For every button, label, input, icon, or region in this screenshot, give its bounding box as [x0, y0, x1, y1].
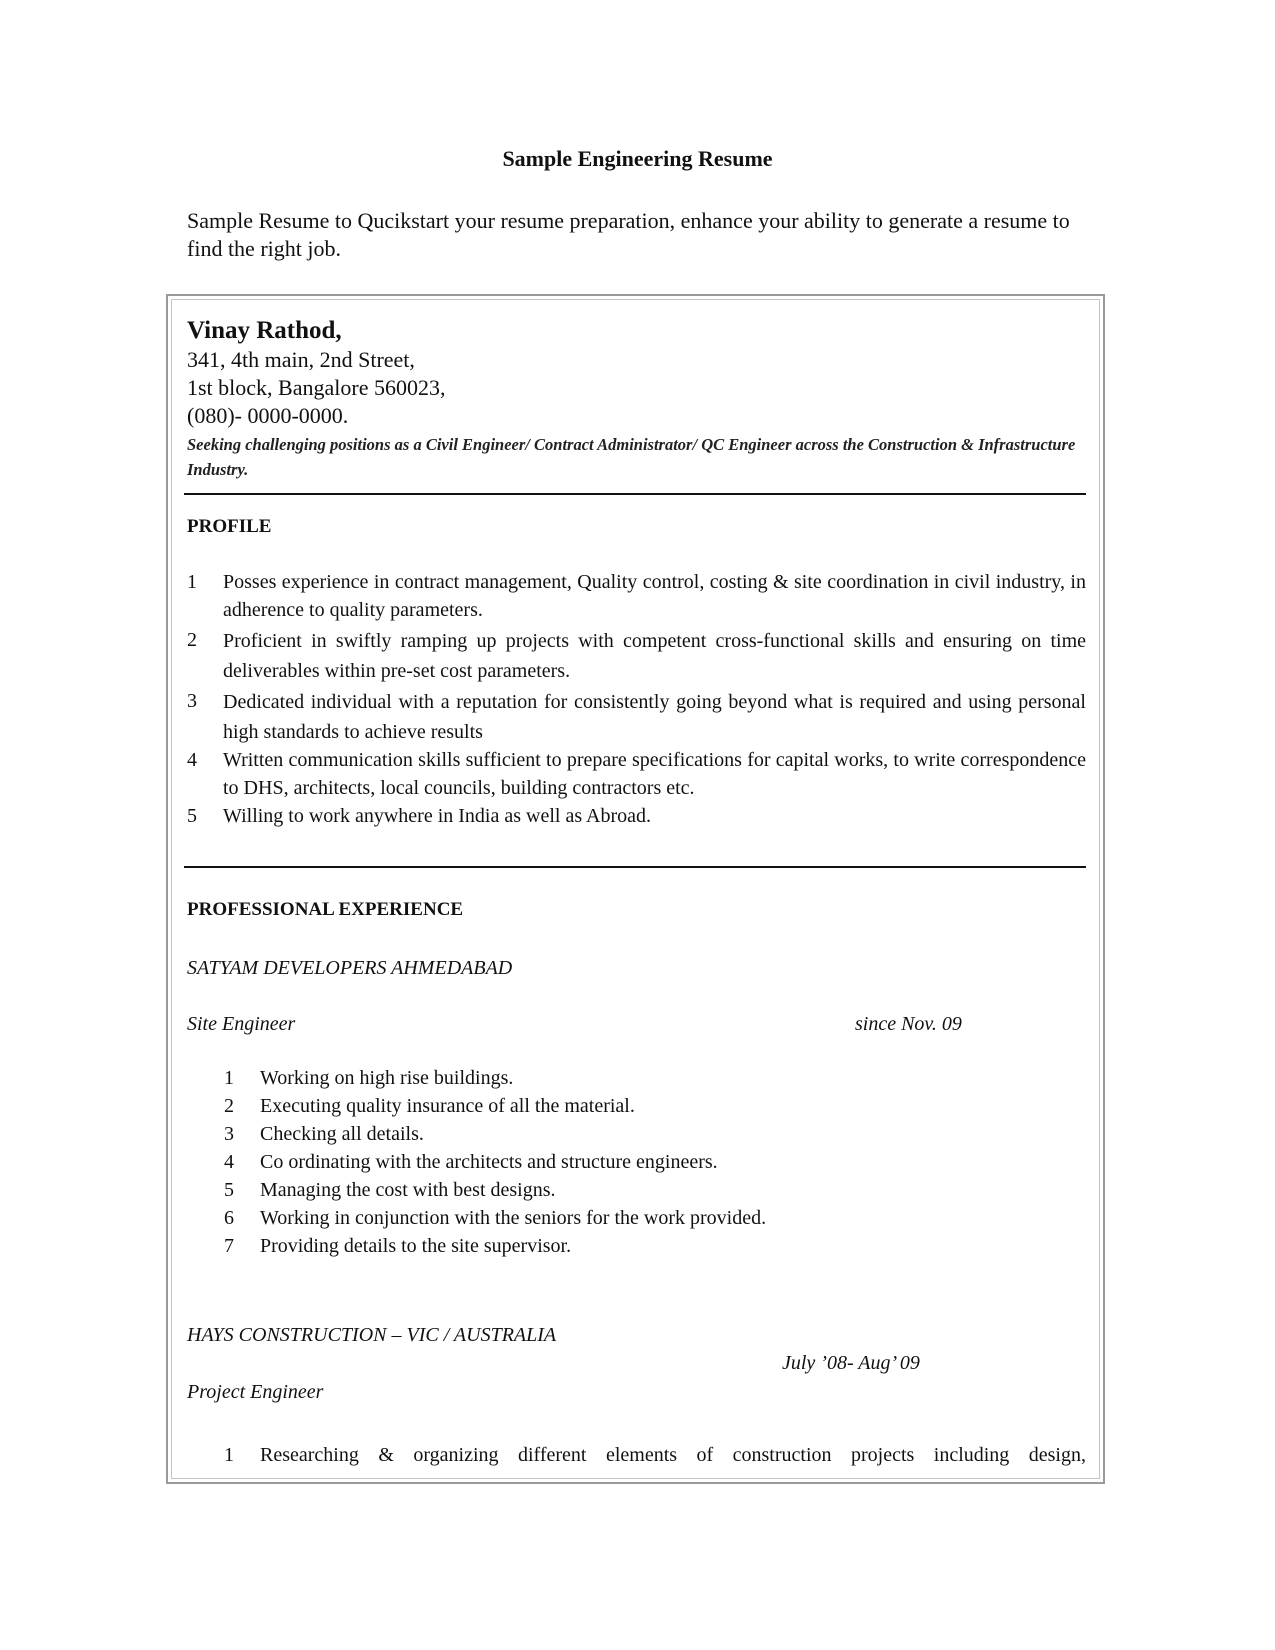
career-objective: Seeking challenging positions as a Civil Engineer/ Contract Administrator/ QC Engineer across the Construction & Infrastructure Industry. — [187, 435, 1076, 479]
job-dates: July ’08- Aug’ 09 — [782, 1352, 920, 1374]
profile-item-text: Posses experience in contract management, Quality control, costing & site coordination in civil industry, in adherence to quality parameters. — [223, 571, 1086, 621]
company-name: HAYS CONSTRUCTION – VIC / AUSTRALIA — [187, 1324, 557, 1346]
profile-item-text: Willing to work anywhere in India as well as Abroad. — [223, 805, 651, 827]
duty-number: 6 — [224, 1207, 234, 1229]
experience-heading: PROFESSIONAL EXPERIENCE — [187, 899, 464, 920]
profile-item-text: Dedicated individual with a reputation for consistently going beyond what is required and using personal high standards to achieve results — [223, 691, 1086, 743]
duty-text: Executing quality insurance of all the material. — [260, 1095, 635, 1117]
duty-number: 1 — [224, 1444, 234, 1466]
address-line-1: 341, 4th main, 2nd Street, — [187, 347, 415, 372]
section-divider — [184, 493, 1086, 495]
profile-item-number: 1 — [187, 571, 197, 593]
duty-number: 2 — [224, 1095, 234, 1117]
duty-text: Providing details to the site supervisor. — [260, 1235, 572, 1257]
intro-paragraph: Sample Resume to Qucikstart your resume preparation, enhance your ability to generate a resume to find the right job. — [187, 208, 1070, 261]
section-divider — [184, 866, 1086, 868]
job-role: Project Engineer — [187, 1381, 324, 1403]
profile-item-number: 4 — [187, 749, 197, 771]
profile-item-number: 2 — [187, 629, 197, 651]
phone-number: (080)- 0000-0000. — [187, 403, 349, 428]
duty-number: 3 — [224, 1123, 234, 1145]
profile-item-number: 5 — [187, 805, 197, 827]
profile-heading: PROFILE — [187, 516, 272, 537]
duty-number: 7 — [224, 1235, 234, 1257]
profile-item-number: 3 — [187, 690, 197, 712]
profile-item-text: Written communication skills sufficient to prepare specifications for capital works, to write correspondence to DHS, architects, local councils, building contractors etc. — [223, 749, 1086, 799]
duty-text: Working in conjunction with the seniors for the work provided. — [260, 1207, 767, 1229]
duty-text: Managing the cost with best designs. — [260, 1179, 556, 1201]
duty-number: 5 — [224, 1179, 234, 1201]
duty-number: 1 — [224, 1067, 234, 1089]
job-role: Site Engineer — [187, 1013, 296, 1035]
duty-text: Co ordinating with the architects and structure engineers. — [260, 1151, 718, 1173]
candidate-name: Vinay Rathod, — [187, 317, 342, 344]
address-line-2: 1st block, Bangalore 560023, — [187, 375, 446, 400]
document-title: Sample Engineering Resume — [502, 146, 773, 171]
duty-text: Working on high rise buildings. — [260, 1067, 514, 1089]
company-name: SATYAM DEVELOPERS AHMEDABAD — [187, 957, 513, 979]
duty-number: 4 — [224, 1151, 234, 1173]
profile-item-text: Proficient in swiftly ramping up projects with competent cross-functional skills and ensuring on time deliverables within pre-set cost parameters. — [223, 630, 1086, 682]
job-dates: since Nov. 09 — [855, 1013, 962, 1035]
duty-text: Researching & organizing different elements of construction projects including design, — [260, 1444, 1086, 1466]
duty-text: Checking all details. — [260, 1123, 424, 1145]
